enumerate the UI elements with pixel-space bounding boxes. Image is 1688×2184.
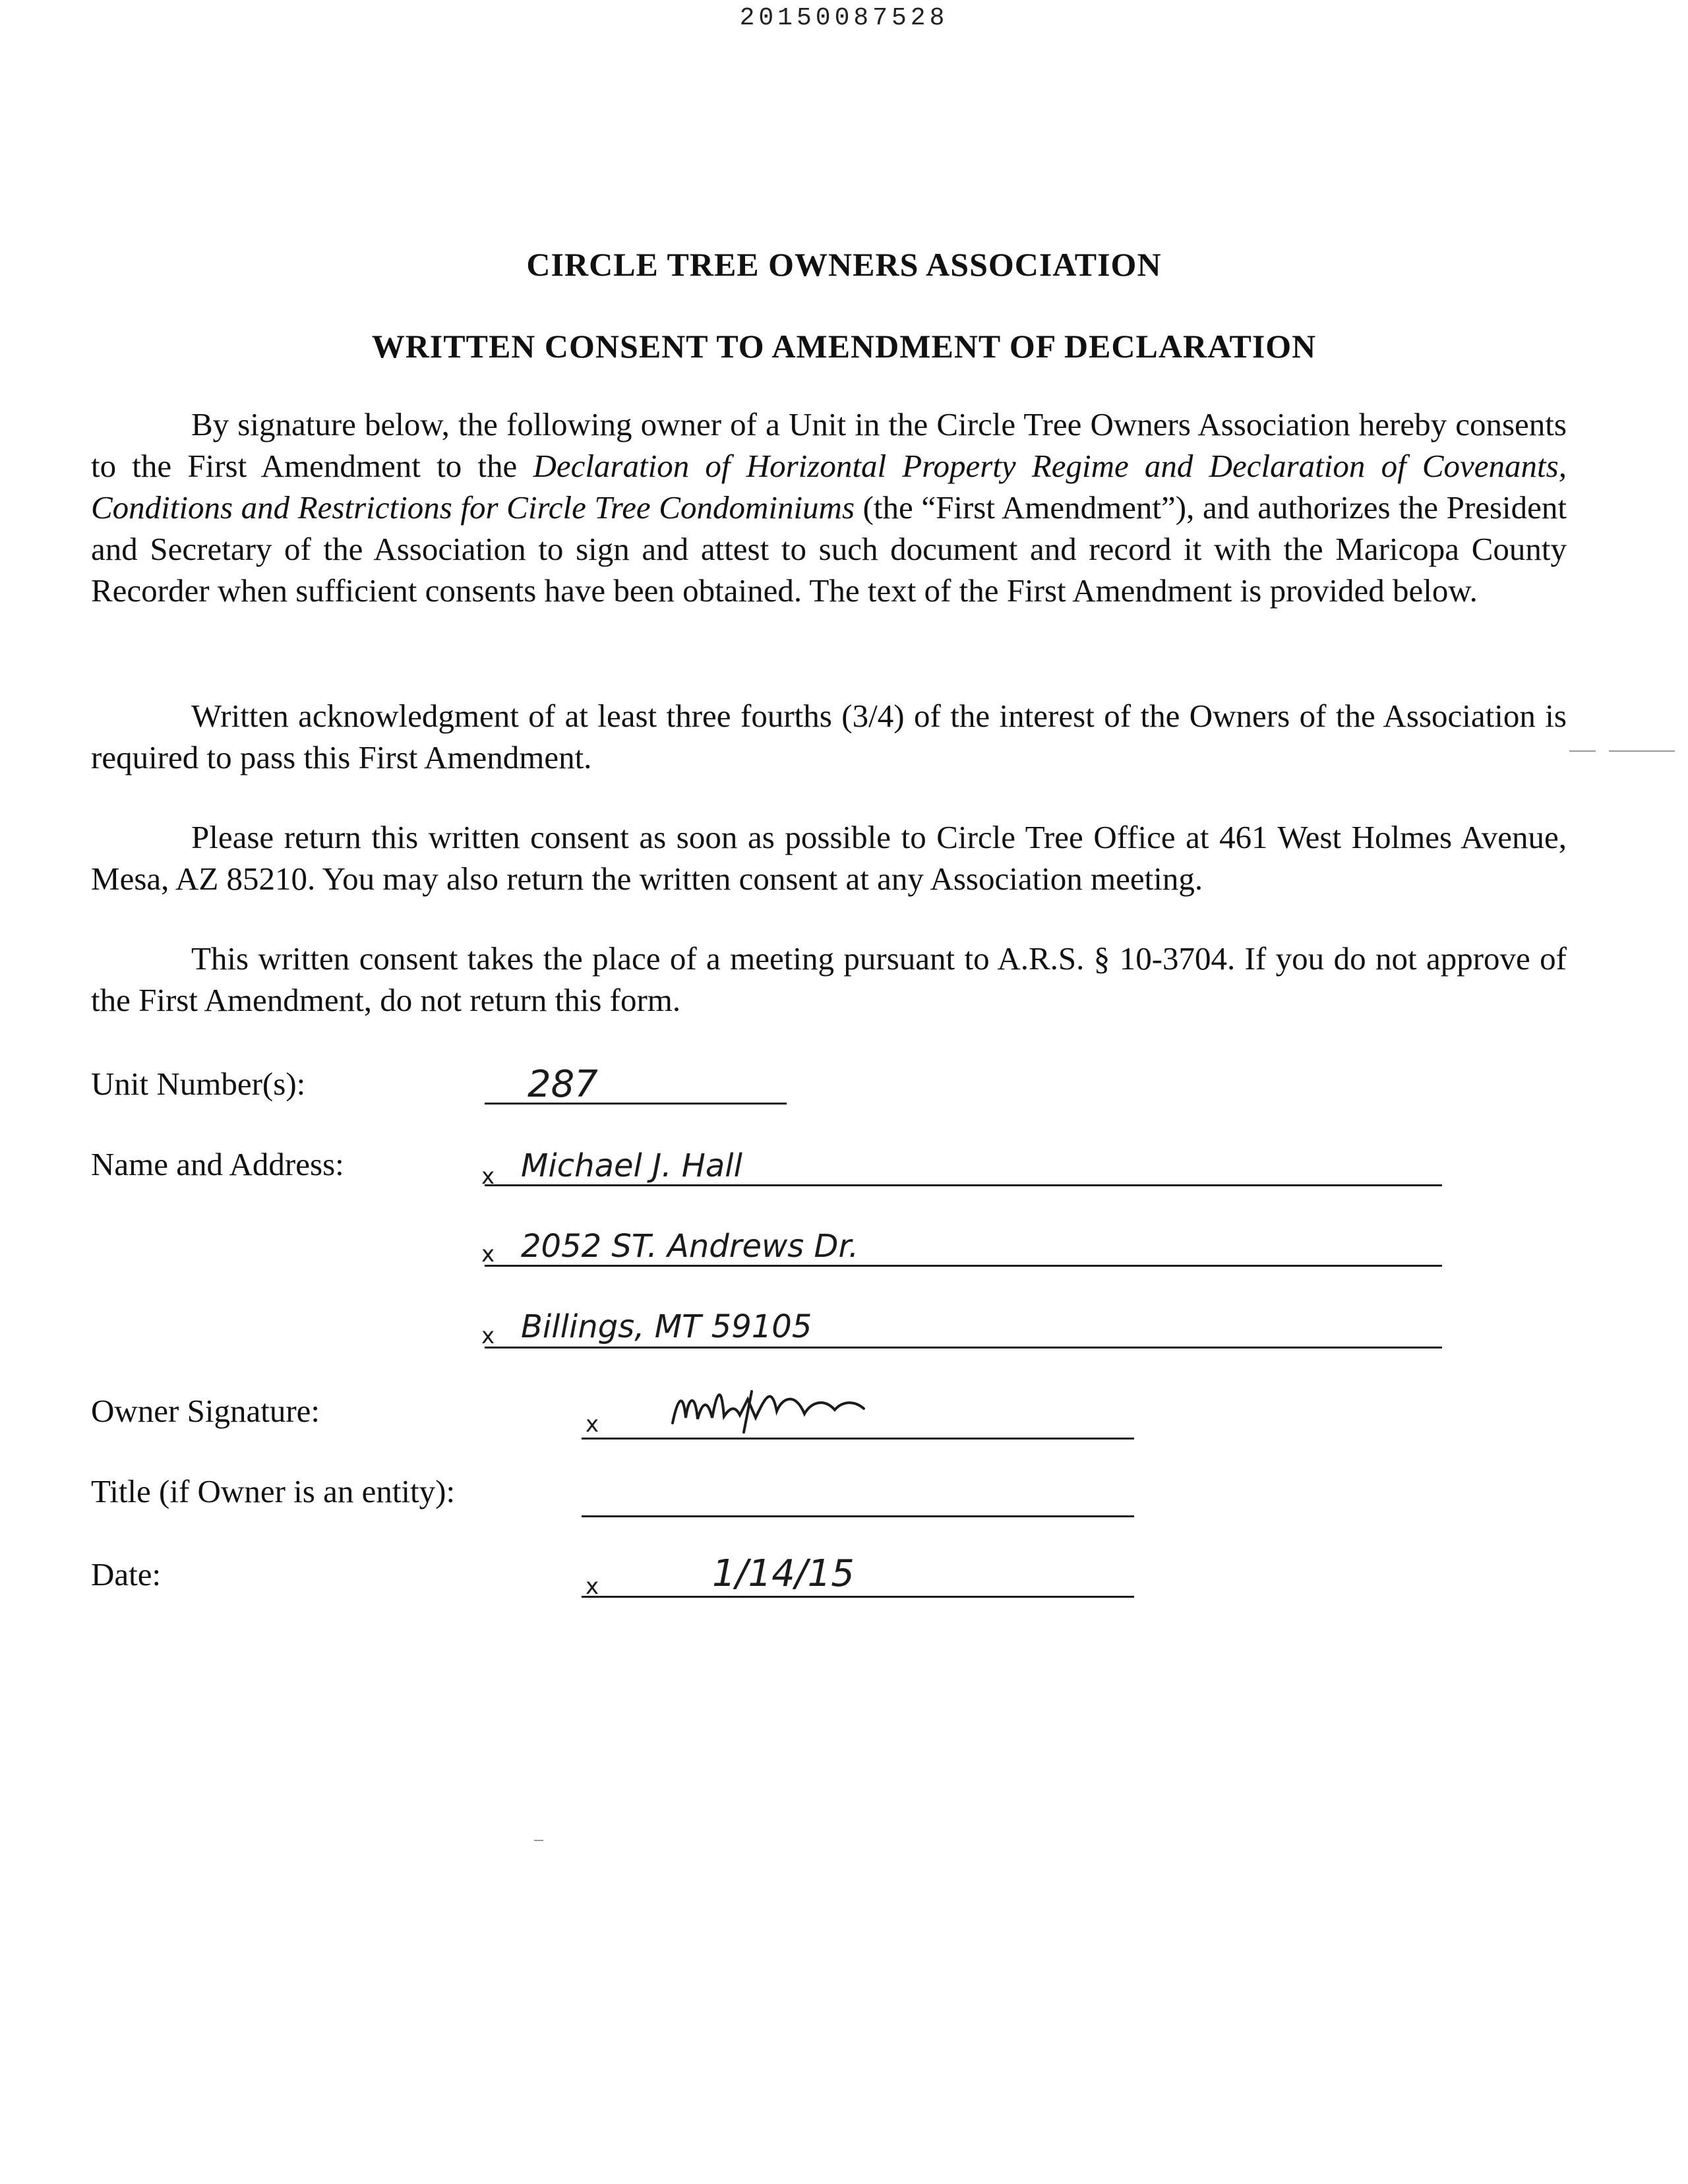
name-line [485, 1184, 1442, 1186]
unit-number-line [485, 1103, 787, 1105]
return-instructions-paragraph: Please return this written consent as soon as possible to Circle Tree Office at 461 West Holmes Avenue, Mesa, AZ 85210. You may also return the written consent at any Association meeting. [91, 819, 1567, 897]
address2-check-mark: x [481, 1323, 495, 1349]
unit-number-label: Unit Number(s): [91, 1066, 306, 1102]
title-line [582, 1515, 1134, 1517]
address-line2-value[interactable]: Billings, MT 59105 [521, 1308, 812, 1345]
meeting-substitute-paragraph: This written consent takes the place of a meeting pursuant to A.R.S. § 10-3704. If you do not approve of the First Amendment, do not return this form. [91, 940, 1567, 1018]
address1-check-mark: x [481, 1241, 495, 1267]
date-label: Date: [91, 1556, 162, 1592]
unit-number-value[interactable]: 287 [528, 1063, 598, 1106]
recording-number: 20150087528 [739, 4, 949, 32]
handwritten-signature [666, 1372, 943, 1438]
signature-check-mark: x [586, 1411, 599, 1438]
scan-artifact [1569, 750, 1596, 752]
consent-text-b: (the “First Amendment”), and authorizes the President and Secretary of the Association to sign and attest to such document and record it with the Maricopa County Recorder when sufficient consents have been obtained. The text of the First Amendment is provided below. [91, 489, 1567, 609]
address-line1-rule [485, 1265, 1442, 1267]
name-check-mark: x [481, 1163, 495, 1190]
title-label: Title (if Owner is an entity): [91, 1473, 456, 1509]
owner-signature-label: Owner Signature: [91, 1393, 320, 1429]
address-line2-rule [485, 1347, 1442, 1349]
owner-name-value[interactable]: Michael J. Hall [521, 1147, 742, 1184]
date-line [582, 1596, 1134, 1598]
name-address-label: Name and Address: [91, 1146, 344, 1182]
acknowledgment-paragraph: Written acknowledgment of at least three fourths (3/4) of the interest of the Owners of the Association is required to pass this First Amendment. [91, 698, 1567, 775]
date-check-mark: x [586, 1573, 599, 1600]
scan-artifact [1609, 750, 1675, 752]
address-line1-value[interactable]: 2052 ST. Andrews Dr. [521, 1228, 859, 1265]
document-subtitle: WRITTEN CONSENT TO AMENDMENT OF DECLARATION [371, 328, 1317, 365]
consent-paragraph [91, 404, 1567, 611]
scan-artifact [534, 1840, 543, 1841]
association-title: CIRCLE TREE OWNERS ASSOCIATION [526, 246, 1162, 283]
date-value[interactable]: 1/14/15 [712, 1552, 855, 1595]
consent-text-a: By signature below, the following owner of a Unit in the Circle Tree Owners Association hereby consents to the First Amendment to the [91, 406, 1567, 484]
declaration-title: Declaration of Horizontal Property Regime and Declaration of Covenants, Conditions and Restrictions for Circle Tree Condominiums [91, 448, 1567, 526]
signature-line [582, 1438, 1134, 1440]
